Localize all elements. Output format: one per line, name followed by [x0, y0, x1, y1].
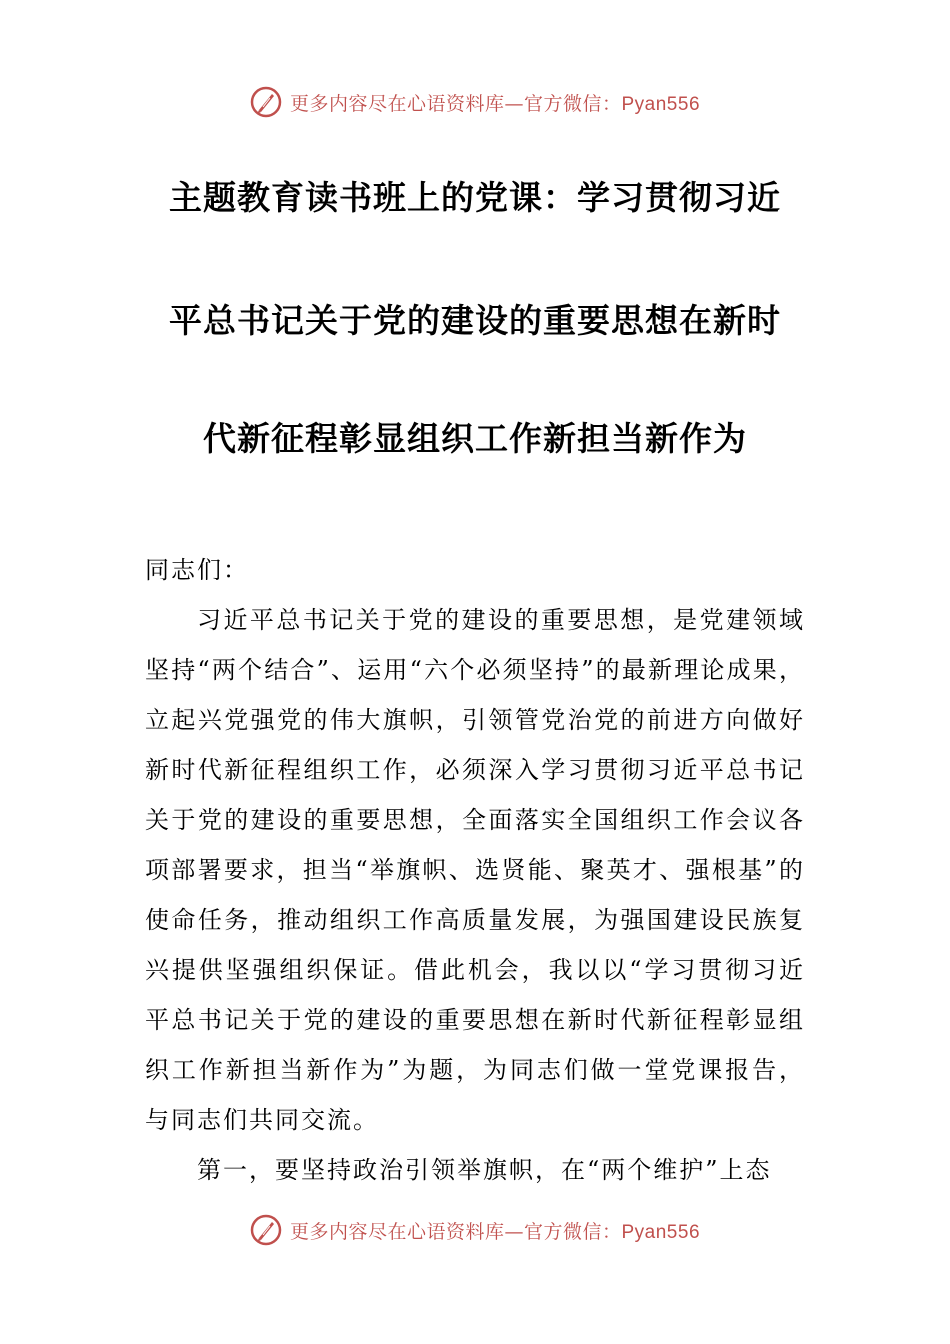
quill-logo-icon	[250, 86, 282, 118]
header-watermark	[0, 82, 950, 122]
watermark-text: 更多内容尽在心语资料库—官方微信：	[289, 1220, 622, 1243]
document-title-line-2: 平总书记关于党的建设的重要思想在新时	[169, 301, 781, 340]
paragraph-first-point: 第一，要坚持政治引领举旗帜，在“两个维护”上态	[197, 1156, 772, 1184]
paragraph-intro: 习近平总书记关于党的建设的重要思想，是党建领域坚持“两个结合”、运用“六个必须坚持”的最新理论成果，立起兴党强党的伟大旗帜，引领管党治党的前进方向做好新时代新征程组织工作，必须深入学习贯彻习近平总书记关于党的建设的重要思想，全面落实全国组织工作会议各项部署要求，担当“举旗帜、选贤能、聚英才、强根基”的使命任务，推动组织工作高质量发展，为强国建设民族复兴提供坚强组织保证。借此机会，我以以“学习贯彻习近平总书记关于党的建设的重要思想在新时代新征程彰显组织工作新担当新作为”为题，为同志们做一堂党课报告，与同志们共同交流。	[145, 606, 805, 1134]
document-body	[145, 545, 805, 1195]
watermark-wechat-id: Pyan556	[621, 93, 701, 115]
watermark-text: 更多内容尽在心语资料库—官方微信：	[289, 92, 622, 115]
salutation: 同志们：	[145, 556, 249, 584]
document-title-line-1: 主题教育读书班上的党课：学习贯彻习近	[169, 178, 781, 217]
quill-logo-icon	[250, 1214, 282, 1246]
footer-watermark	[0, 1210, 950, 1250]
document-title-line-3: 代新征程彰显组织工作新担当新作为	[203, 419, 747, 458]
watermark-wechat-id: Pyan556	[621, 1221, 701, 1243]
